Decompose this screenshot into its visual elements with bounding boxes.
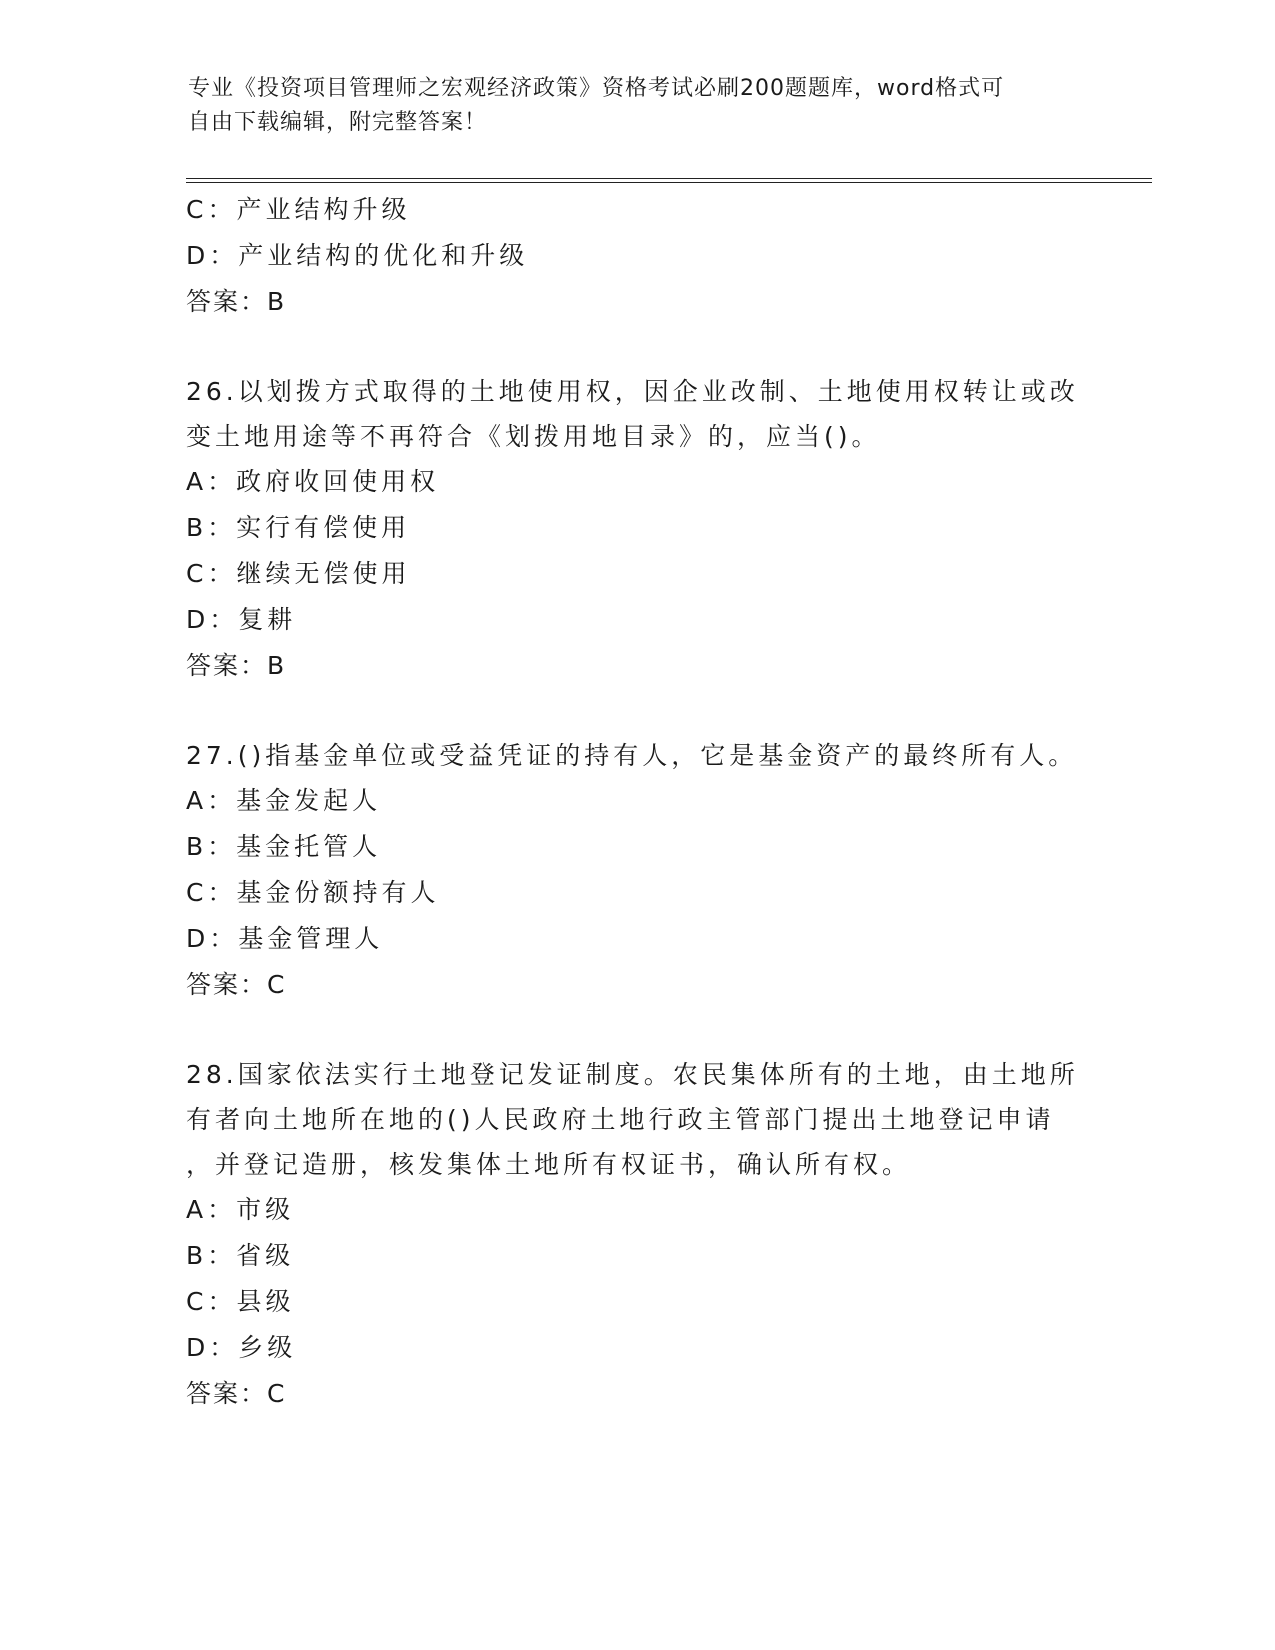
option-d: D：产业结构的优化和升级 xyxy=(186,241,529,270)
question-list xyxy=(186,187,1086,1417)
document-header xyxy=(188,72,1068,140)
spacer xyxy=(186,689,1086,733)
header-divider-top xyxy=(186,178,1152,179)
answer-line: 答案：B xyxy=(186,651,287,680)
option-d: D：乡级 xyxy=(186,1333,297,1362)
question-text-line: 26.以划拨方式取得的土地使用权，因企业改制、土地使用权转让或改 xyxy=(186,377,1079,406)
header-divider-bottom xyxy=(186,182,1152,183)
question-text-line: ，并登记造册，核发集体土地所有权证书，确认所有权。 xyxy=(186,1150,912,1179)
option-c: C：县级 xyxy=(186,1287,295,1316)
question-text-line: 27.()指基金单位或受益凭证的持有人，它是基金资产的最终所有人。 xyxy=(186,741,1078,770)
question-26 xyxy=(186,369,1086,689)
answer-line: 答案：C xyxy=(186,1379,287,1408)
option-b: B：基金托管人 xyxy=(186,832,382,861)
option-a: A：市级 xyxy=(186,1195,295,1224)
option-c: C：继续无偿使用 xyxy=(186,559,411,588)
option-d: D：复耕 xyxy=(186,605,297,634)
option-c: C：基金份额持有人 xyxy=(186,878,440,907)
option-b: B：省级 xyxy=(186,1241,295,1270)
answer-line: 答案：C xyxy=(186,970,287,999)
header-line-1: 专业《投资项目管理师之宏观经济政策》资格考试必刷200题题库，word格式可 xyxy=(188,76,1005,101)
spacer xyxy=(186,325,1086,369)
option-b: B：实行有偿使用 xyxy=(186,513,411,542)
option-c: C：产业结构升级 xyxy=(186,195,411,224)
spacer xyxy=(186,1008,1086,1052)
question-27 xyxy=(186,733,1086,1008)
answer-line: 答案：B xyxy=(186,287,287,316)
question-25-continued xyxy=(186,187,1086,325)
option-a: A：基金发起人 xyxy=(186,786,382,815)
option-a: A：政府收回使用权 xyxy=(186,467,440,496)
header-line-2: 自由下载编辑，附完整答案！ xyxy=(188,110,488,135)
option-d: D：基金管理人 xyxy=(186,924,384,953)
question-28 xyxy=(186,1052,1086,1417)
question-text-line: 变土地用途等不再符合《划拨用地目录》的，应当()。 xyxy=(186,422,881,451)
question-text-line: 有者向土地所在地的()人民政府土地行政主管部门提出土地登记申请 xyxy=(186,1105,1055,1134)
question-text-line: 28.国家依法实行土地登记发证制度。农民集体所有的土地，由土地所 xyxy=(186,1060,1079,1089)
